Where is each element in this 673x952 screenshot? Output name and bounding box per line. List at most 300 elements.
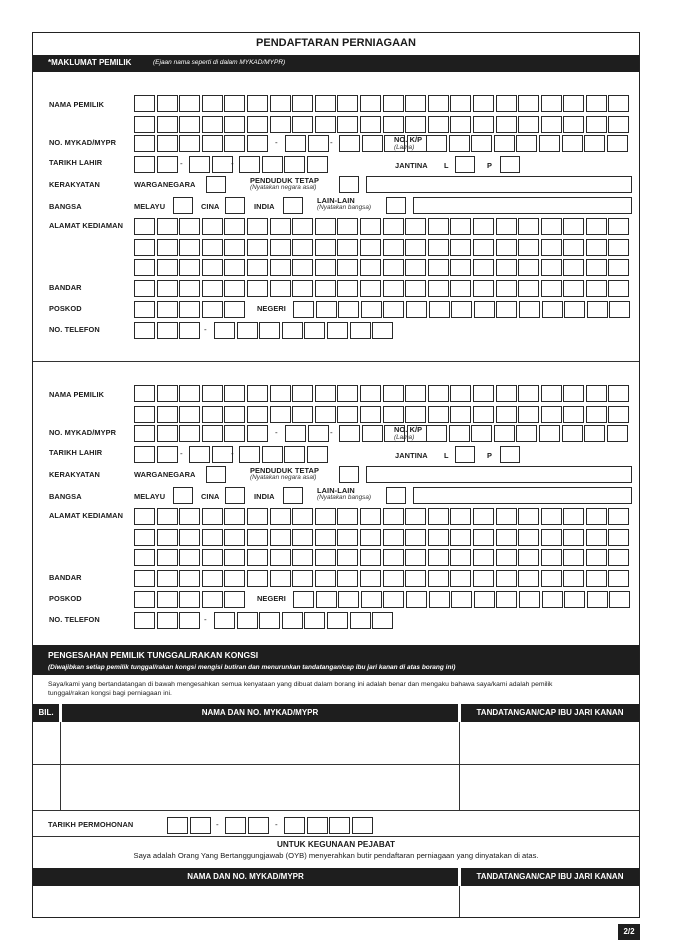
char-box[interactable] — [586, 508, 607, 525]
char-box[interactable] — [134, 591, 155, 608]
warganegara-box[interactable] — [206, 466, 226, 483]
char-box[interactable] — [202, 239, 223, 256]
char-box[interactable] — [360, 239, 381, 256]
char-box[interactable] — [563, 385, 584, 402]
char-box[interactable] — [179, 280, 200, 297]
char-box[interactable] — [426, 135, 447, 152]
jantina-l-box[interactable] — [455, 156, 475, 173]
char-box[interactable] — [360, 259, 381, 276]
char-box[interactable] — [292, 280, 313, 297]
char-box[interactable] — [157, 591, 178, 608]
char-box[interactable] — [337, 549, 358, 566]
char-box[interactable] — [587, 591, 608, 608]
char-box[interactable] — [519, 591, 540, 608]
char-box[interactable] — [608, 406, 629, 423]
char-box[interactable] — [202, 259, 223, 276]
char-box[interactable] — [134, 570, 155, 587]
char-box[interactable] — [337, 280, 358, 297]
char-box[interactable] — [292, 406, 313, 423]
char-box[interactable] — [471, 135, 492, 152]
char-box[interactable] — [270, 529, 291, 546]
char-box[interactable] — [372, 322, 393, 339]
char-box[interactable] — [247, 508, 268, 525]
char-box[interactable] — [496, 259, 517, 276]
char-box[interactable] — [542, 301, 563, 318]
char-box[interactable] — [304, 322, 325, 339]
char-box[interactable] — [337, 259, 358, 276]
char-box[interactable] — [450, 95, 471, 112]
char-box[interactable] — [179, 529, 200, 546]
char-box[interactable] — [270, 259, 291, 276]
char-box[interactable] — [428, 385, 449, 402]
char-box[interactable] — [224, 425, 245, 442]
char-box[interactable] — [428, 116, 449, 133]
char-box[interactable] — [134, 612, 155, 629]
char-box[interactable] — [237, 322, 258, 339]
cina-box[interactable] — [225, 487, 245, 504]
char-box[interactable] — [315, 570, 336, 587]
char-box[interactable] — [157, 425, 178, 442]
char-box[interactable] — [473, 529, 494, 546]
char-box[interactable] — [270, 385, 291, 402]
char-box[interactable] — [247, 549, 268, 566]
char-box[interactable] — [157, 218, 178, 235]
char-box[interactable] — [179, 508, 200, 525]
char-box[interactable] — [282, 612, 303, 629]
char-box[interactable] — [383, 301, 404, 318]
char-box[interactable] — [224, 116, 245, 133]
char-box[interactable] — [496, 95, 517, 112]
char-box[interactable] — [539, 135, 560, 152]
char-box[interactable] — [157, 549, 178, 566]
char-box[interactable] — [405, 406, 426, 423]
char-box[interactable] — [248, 817, 269, 834]
char-box[interactable] — [247, 116, 268, 133]
char-box[interactable] — [362, 425, 383, 442]
char-box[interactable] — [608, 218, 629, 235]
char-box[interactable] — [179, 591, 200, 608]
char-box[interactable] — [562, 425, 583, 442]
char-box[interactable] — [315, 549, 336, 566]
char-box[interactable] — [202, 529, 223, 546]
char-box[interactable] — [541, 95, 562, 112]
char-box[interactable] — [224, 406, 245, 423]
char-box[interactable] — [292, 259, 313, 276]
char-box[interactable] — [539, 425, 560, 442]
char-box[interactable] — [157, 570, 178, 587]
char-box[interactable] — [190, 817, 211, 834]
char-box[interactable] — [292, 385, 313, 402]
penduduk-tetap-box[interactable] — [339, 176, 359, 193]
char-box[interactable] — [541, 406, 562, 423]
char-box[interactable] — [428, 280, 449, 297]
char-box[interactable] — [360, 116, 381, 133]
char-box[interactable] — [202, 135, 223, 152]
char-box[interactable] — [284, 446, 305, 463]
india-box[interactable] — [283, 197, 303, 214]
char-box[interactable] — [586, 218, 607, 235]
char-box[interactable] — [429, 591, 450, 608]
char-box[interactable] — [429, 301, 450, 318]
char-box[interactable] — [496, 508, 517, 525]
char-box[interactable] — [239, 156, 260, 173]
bangsa-lain-field[interactable] — [413, 197, 632, 214]
char-box[interactable] — [134, 446, 155, 463]
char-box[interactable] — [247, 239, 268, 256]
bangsa-lain-field[interactable] — [413, 487, 632, 504]
melayu-box[interactable] — [173, 197, 193, 214]
lain-lain-box[interactable] — [386, 197, 406, 214]
char-box[interactable] — [157, 446, 178, 463]
char-box[interactable] — [405, 259, 426, 276]
char-box[interactable] — [179, 135, 200, 152]
char-box[interactable] — [134, 116, 155, 133]
char-box[interactable] — [541, 259, 562, 276]
char-box[interactable] — [607, 135, 628, 152]
char-box[interactable] — [564, 591, 585, 608]
char-box[interactable] — [315, 529, 336, 546]
char-box[interactable] — [179, 425, 200, 442]
char-box[interactable] — [405, 280, 426, 297]
char-box[interactable] — [608, 259, 629, 276]
char-box[interactable] — [327, 612, 348, 629]
char-box[interactable] — [450, 385, 471, 402]
char-box[interactable] — [224, 259, 245, 276]
char-box[interactable] — [372, 612, 393, 629]
char-box[interactable] — [608, 116, 629, 133]
char-box[interactable] — [202, 549, 223, 566]
char-box[interactable] — [270, 116, 291, 133]
char-box[interactable] — [134, 529, 155, 546]
char-box[interactable] — [337, 95, 358, 112]
char-box[interactable] — [541, 385, 562, 402]
char-box[interactable] — [496, 218, 517, 235]
char-box[interactable] — [494, 135, 515, 152]
negara-asal-field[interactable] — [366, 176, 632, 193]
char-box[interactable] — [329, 817, 350, 834]
char-box[interactable] — [134, 135, 155, 152]
char-box[interactable] — [473, 570, 494, 587]
char-box[interactable] — [449, 425, 470, 442]
char-box[interactable] — [405, 508, 426, 525]
char-box[interactable] — [496, 239, 517, 256]
char-box[interactable] — [562, 135, 583, 152]
char-box[interactable] — [383, 529, 404, 546]
char-box[interactable] — [202, 116, 223, 133]
char-box[interactable] — [179, 116, 200, 133]
char-box[interactable] — [284, 817, 305, 834]
char-box[interactable] — [157, 116, 178, 133]
char-box[interactable] — [405, 95, 426, 112]
char-box[interactable] — [270, 280, 291, 297]
char-box[interactable] — [337, 239, 358, 256]
char-box[interactable] — [179, 218, 200, 235]
char-box[interactable] — [315, 95, 336, 112]
char-box[interactable] — [541, 280, 562, 297]
char-box[interactable] — [563, 259, 584, 276]
char-box[interactable] — [563, 239, 584, 256]
char-box[interactable] — [496, 406, 517, 423]
char-box[interactable] — [584, 425, 605, 442]
char-box[interactable] — [496, 591, 517, 608]
char-box[interactable] — [360, 218, 381, 235]
char-box[interactable] — [350, 612, 371, 629]
char-box[interactable] — [428, 549, 449, 566]
char-box[interactable] — [316, 591, 337, 608]
char-box[interactable] — [563, 116, 584, 133]
char-box[interactable] — [202, 301, 223, 318]
jantina-p-box[interactable] — [500, 156, 520, 173]
char-box[interactable] — [518, 570, 539, 587]
char-box[interactable] — [450, 406, 471, 423]
char-box[interactable] — [586, 280, 607, 297]
char-box[interactable] — [473, 95, 494, 112]
char-box[interactable] — [563, 406, 584, 423]
char-box[interactable] — [516, 425, 537, 442]
char-box[interactable] — [270, 570, 291, 587]
char-box[interactable] — [608, 549, 629, 566]
char-box[interactable] — [338, 591, 359, 608]
char-box[interactable] — [518, 280, 539, 297]
char-box[interactable] — [247, 529, 268, 546]
char-box[interactable] — [179, 406, 200, 423]
char-box[interactable] — [428, 570, 449, 587]
char-box[interactable] — [563, 549, 584, 566]
char-box[interactable] — [608, 529, 629, 546]
char-box[interactable] — [157, 529, 178, 546]
char-box[interactable] — [360, 549, 381, 566]
char-box[interactable] — [383, 406, 404, 423]
char-box[interactable] — [315, 406, 336, 423]
char-box[interactable] — [189, 446, 210, 463]
char-box[interactable] — [405, 549, 426, 566]
char-box[interactable] — [361, 591, 382, 608]
india-box[interactable] — [283, 487, 303, 504]
char-box[interactable] — [608, 95, 629, 112]
char-box[interactable] — [292, 529, 313, 546]
char-box[interactable] — [586, 570, 607, 587]
char-box[interactable] — [496, 280, 517, 297]
char-box[interactable] — [362, 135, 383, 152]
char-box[interactable] — [405, 218, 426, 235]
char-box[interactable] — [179, 570, 200, 587]
char-box[interactable] — [282, 322, 303, 339]
char-box[interactable] — [337, 218, 358, 235]
char-box[interactable] — [315, 218, 336, 235]
char-box[interactable] — [224, 529, 245, 546]
char-box[interactable] — [405, 116, 426, 133]
char-box[interactable] — [360, 385, 381, 402]
char-box[interactable] — [609, 591, 630, 608]
char-box[interactable] — [247, 95, 268, 112]
char-box[interactable] — [202, 280, 223, 297]
char-box[interactable] — [157, 135, 178, 152]
char-box[interactable] — [406, 591, 427, 608]
char-box[interactable] — [337, 508, 358, 525]
char-box[interactable] — [308, 135, 329, 152]
char-box[interactable] — [584, 135, 605, 152]
char-box[interactable] — [157, 508, 178, 525]
char-box[interactable] — [542, 591, 563, 608]
char-box[interactable] — [308, 425, 329, 442]
char-box[interactable] — [383, 280, 404, 297]
char-box[interactable] — [383, 385, 404, 402]
char-box[interactable] — [383, 218, 404, 235]
char-box[interactable] — [224, 385, 245, 402]
char-box[interactable] — [586, 95, 607, 112]
char-box[interactable] — [563, 529, 584, 546]
char-box[interactable] — [315, 116, 336, 133]
char-box[interactable] — [383, 549, 404, 566]
char-box[interactable] — [316, 301, 337, 318]
char-box[interactable] — [383, 570, 404, 587]
char-box[interactable] — [212, 156, 233, 173]
char-box[interactable] — [339, 135, 360, 152]
char-box[interactable] — [337, 406, 358, 423]
char-box[interactable] — [270, 218, 291, 235]
char-box[interactable] — [360, 508, 381, 525]
char-box[interactable] — [224, 95, 245, 112]
char-box[interactable] — [609, 301, 630, 318]
char-box[interactable] — [134, 239, 155, 256]
char-box[interactable] — [307, 446, 328, 463]
char-box[interactable] — [586, 385, 607, 402]
char-box[interactable] — [292, 95, 313, 112]
char-box[interactable] — [202, 570, 223, 587]
char-box[interactable] — [607, 425, 628, 442]
char-box[interactable] — [563, 95, 584, 112]
char-box[interactable] — [473, 508, 494, 525]
char-box[interactable] — [474, 591, 495, 608]
char-box[interactable] — [307, 817, 328, 834]
char-box[interactable] — [494, 425, 515, 442]
char-box[interactable] — [224, 591, 245, 608]
char-box[interactable] — [405, 570, 426, 587]
char-box[interactable] — [247, 425, 268, 442]
char-box[interactable] — [471, 425, 492, 442]
char-box[interactable] — [134, 322, 155, 339]
char-box[interactable] — [428, 218, 449, 235]
char-box[interactable] — [586, 116, 607, 133]
char-box[interactable] — [541, 116, 562, 133]
char-box[interactable] — [337, 385, 358, 402]
char-box[interactable] — [179, 322, 200, 339]
char-box[interactable] — [202, 508, 223, 525]
char-box[interactable] — [179, 612, 200, 629]
char-box[interactable] — [157, 239, 178, 256]
char-box[interactable] — [473, 385, 494, 402]
char-box[interactable] — [450, 508, 471, 525]
char-box[interactable] — [473, 259, 494, 276]
char-box[interactable] — [134, 301, 155, 318]
char-box[interactable] — [474, 301, 495, 318]
char-box[interactable] — [337, 116, 358, 133]
char-box[interactable] — [262, 156, 283, 173]
char-box[interactable] — [285, 135, 306, 152]
char-box[interactable] — [157, 156, 178, 173]
char-box[interactable] — [224, 280, 245, 297]
char-box[interactable] — [214, 322, 235, 339]
char-box[interactable] — [247, 280, 268, 297]
char-box[interactable] — [541, 529, 562, 546]
char-box[interactable] — [247, 385, 268, 402]
char-box[interactable] — [202, 218, 223, 235]
char-box[interactable] — [516, 135, 537, 152]
char-box[interactable] — [608, 508, 629, 525]
char-box[interactable] — [496, 549, 517, 566]
char-box[interactable] — [247, 570, 268, 587]
char-box[interactable] — [134, 218, 155, 235]
char-box[interactable] — [518, 259, 539, 276]
char-box[interactable] — [315, 259, 336, 276]
char-box[interactable] — [179, 95, 200, 112]
char-box[interactable] — [292, 239, 313, 256]
char-box[interactable] — [608, 280, 629, 297]
char-box[interactable] — [360, 529, 381, 546]
char-box[interactable] — [202, 591, 223, 608]
char-box[interactable] — [337, 570, 358, 587]
char-box[interactable] — [259, 612, 280, 629]
char-box[interactable] — [157, 612, 178, 629]
char-box[interactable] — [202, 95, 223, 112]
char-box[interactable] — [586, 549, 607, 566]
char-box[interactable] — [496, 385, 517, 402]
char-box[interactable] — [383, 508, 404, 525]
char-box[interactable] — [212, 446, 233, 463]
char-box[interactable] — [360, 570, 381, 587]
char-box[interactable] — [586, 239, 607, 256]
char-box[interactable] — [450, 280, 471, 297]
char-box[interactable] — [450, 259, 471, 276]
char-box[interactable] — [259, 322, 280, 339]
char-box[interactable] — [293, 301, 314, 318]
char-box[interactable] — [360, 280, 381, 297]
char-box[interactable] — [428, 239, 449, 256]
char-box[interactable] — [428, 406, 449, 423]
char-box[interactable] — [360, 95, 381, 112]
char-box[interactable] — [247, 259, 268, 276]
char-box[interactable] — [224, 508, 245, 525]
char-box[interactable] — [563, 508, 584, 525]
char-box[interactable] — [179, 385, 200, 402]
char-box[interactable] — [473, 549, 494, 566]
char-box[interactable] — [361, 301, 382, 318]
char-box[interactable] — [285, 425, 306, 442]
char-box[interactable] — [450, 239, 471, 256]
char-box[interactable] — [214, 612, 235, 629]
char-box[interactable] — [350, 322, 371, 339]
char-box[interactable] — [224, 218, 245, 235]
char-box[interactable] — [450, 570, 471, 587]
char-box[interactable] — [225, 817, 246, 834]
char-box[interactable] — [134, 259, 155, 276]
char-box[interactable] — [449, 135, 470, 152]
char-box[interactable] — [541, 549, 562, 566]
char-box[interactable] — [247, 218, 268, 235]
char-box[interactable] — [426, 425, 447, 442]
penduduk-tetap-box[interactable] — [339, 466, 359, 483]
char-box[interactable] — [406, 301, 427, 318]
char-box[interactable] — [450, 549, 471, 566]
char-box[interactable] — [262, 446, 283, 463]
char-box[interactable] — [518, 95, 539, 112]
char-box[interactable] — [134, 385, 155, 402]
char-box[interactable] — [518, 406, 539, 423]
cina-box[interactable] — [225, 197, 245, 214]
char-box[interactable] — [202, 425, 223, 442]
char-box[interactable] — [428, 508, 449, 525]
char-box[interactable] — [292, 116, 313, 133]
